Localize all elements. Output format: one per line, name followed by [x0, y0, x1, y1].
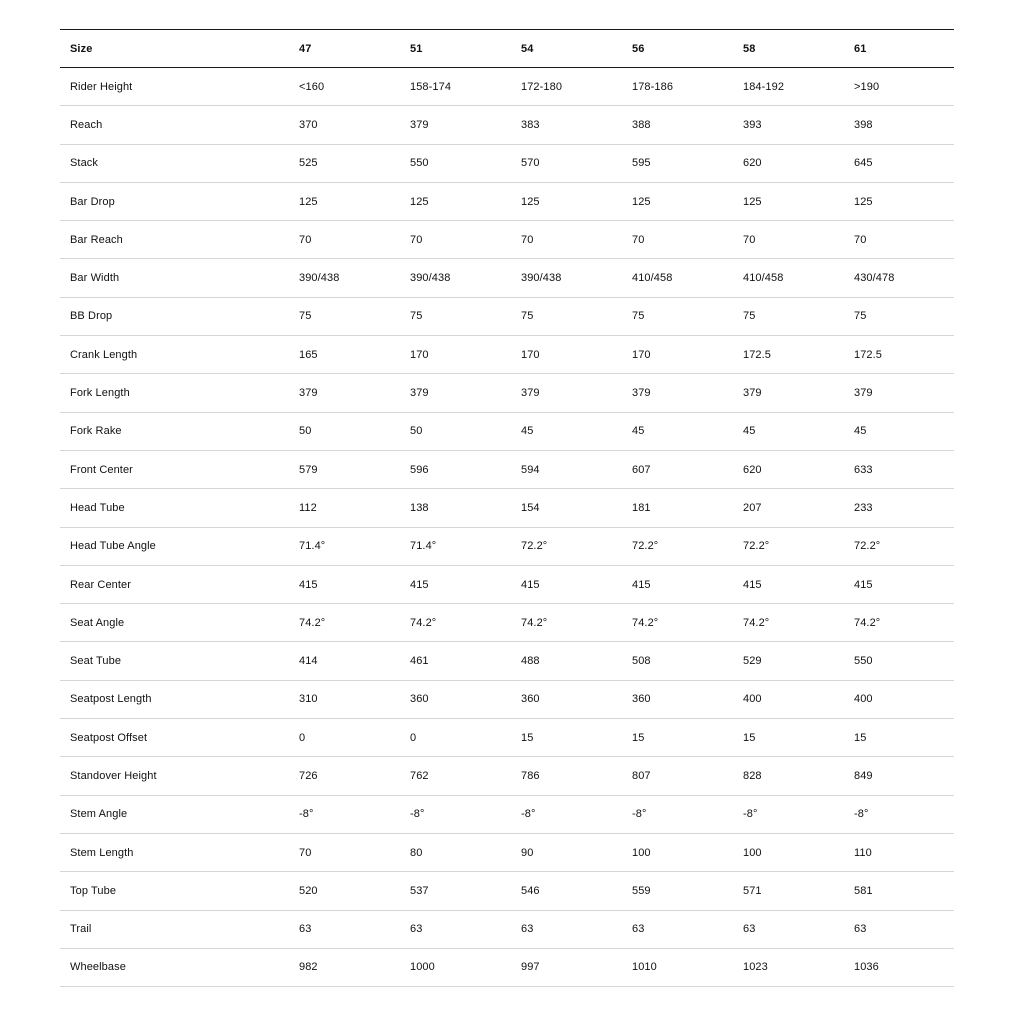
row-label: BB Drop [70, 310, 113, 323]
row-label: Stem Length [70, 846, 134, 859]
table-cell: 80 [410, 846, 423, 859]
table-cell: -8° [299, 808, 314, 821]
table-cell: 508 [632, 655, 651, 668]
table-cell: 0 [410, 731, 417, 744]
table-cell: 379 [854, 387, 873, 400]
table-cell: 360 [521, 693, 540, 706]
row-label: Head Tube [70, 501, 125, 514]
table-cell: 75 [743, 310, 756, 323]
table-cell: 75 [854, 310, 867, 323]
table-cell: 125 [743, 195, 762, 208]
table-cell: 154 [521, 501, 540, 514]
table-cell: 178-186 [632, 80, 674, 93]
table-cell: 807 [632, 769, 651, 782]
table-cell: 158-174 [410, 80, 452, 93]
table-cell: 45 [743, 425, 756, 438]
table-cell: 461 [410, 655, 429, 668]
table-cell: 233 [854, 501, 873, 514]
table-row [60, 489, 954, 527]
row-label: Rear Center [70, 578, 132, 591]
table-cell: 184-192 [743, 80, 785, 93]
row-label: Bar Drop [70, 195, 115, 208]
table-cell: 74.2° [410, 616, 437, 629]
table-cell: 360 [410, 693, 429, 706]
table-cell: 71.4° [410, 540, 437, 553]
table-cell: 633 [854, 463, 873, 476]
row-label: Seat Tube [70, 655, 122, 668]
table-cell: 72.2° [632, 540, 659, 553]
table-cell: 70 [632, 233, 645, 246]
table-cell: 63 [854, 923, 867, 936]
table-cell: 45 [632, 425, 645, 438]
table-row [60, 948, 954, 986]
table-cell: 579 [299, 463, 318, 476]
table-row [60, 872, 954, 910]
row-label: Wheelbase [70, 961, 126, 974]
table-cell: 400 [743, 693, 762, 706]
table-cell: 379 [521, 387, 540, 400]
table-cell: 71.4° [299, 540, 326, 553]
table-cell: 488 [521, 655, 540, 668]
geometry-table [60, 29, 954, 987]
table-cell: 410/458 [632, 272, 673, 285]
table-cell: 360 [632, 693, 651, 706]
table-row [60, 182, 954, 220]
table-cell: 607 [632, 463, 651, 476]
table-cell: 72.2° [854, 540, 881, 553]
table-cell: 430/478 [854, 272, 895, 285]
table-cell: 70 [854, 233, 867, 246]
row-label: Seatpost Length [70, 693, 152, 706]
geometry-table-body [60, 68, 954, 987]
table-cell: 63 [410, 923, 423, 936]
row-label: Head Tube Angle [70, 540, 156, 553]
header-size: 58 [743, 42, 756, 55]
table-cell: 550 [854, 655, 873, 668]
table-cell: 72.2° [743, 540, 770, 553]
table-cell: 165 [299, 348, 318, 361]
table-cell: >190 [854, 80, 880, 93]
table-cell: 75 [632, 310, 645, 323]
table-cell: 70 [299, 233, 312, 246]
table-cell: 125 [521, 195, 540, 208]
header-size: 51 [410, 42, 423, 55]
table-row [60, 259, 954, 297]
table-cell: 70 [521, 233, 534, 246]
table-cell: 620 [743, 463, 762, 476]
table-cell: 762 [410, 769, 429, 782]
row-label: Stem Angle [70, 808, 128, 821]
table-cell: 390/438 [410, 272, 451, 285]
table-cell: 415 [410, 578, 429, 591]
row-label: Bar Reach [70, 233, 123, 246]
table-cell: 15 [743, 731, 756, 744]
table-cell: 75 [410, 310, 423, 323]
table-cell: 70 [410, 233, 423, 246]
table-row [60, 565, 954, 603]
table-row [60, 144, 954, 182]
table-cell: 537 [410, 884, 429, 897]
table-cell: 50 [410, 425, 423, 438]
table-cell: 63 [632, 923, 645, 936]
table-cell: 74.2° [632, 616, 659, 629]
table-cell: 1000 [410, 961, 435, 974]
row-label: Rider Height [70, 80, 133, 93]
table-cell: 63 [299, 923, 312, 936]
table-cell: 74.2° [743, 616, 770, 629]
table-row [60, 106, 954, 144]
table-cell: 410/458 [743, 272, 784, 285]
table-cell: -8° [743, 808, 758, 821]
table-cell: 112 [299, 501, 317, 514]
table-cell: <160 [299, 80, 325, 93]
geometry-table-header [60, 30, 954, 68]
table-cell: 550 [410, 157, 429, 170]
table-cell: 379 [410, 118, 429, 131]
table-cell: 74.2° [299, 616, 326, 629]
table-cell: 400 [854, 693, 873, 706]
row-label: Stack [70, 157, 99, 170]
table-cell: 125 [854, 195, 873, 208]
table-cell: 415 [854, 578, 873, 591]
row-label: Seat Angle [70, 616, 125, 629]
table-cell: 1023 [743, 961, 768, 974]
table-cell: 172-180 [521, 80, 563, 93]
table-cell: 72.2° [521, 540, 548, 553]
table-cell: 570 [521, 157, 540, 170]
header-size: 56 [632, 42, 645, 55]
table-cell: 415 [299, 578, 318, 591]
table-cell: 415 [743, 578, 762, 591]
table-cell: 620 [743, 157, 762, 170]
table-cell: 138 [410, 501, 429, 514]
table-cell: 379 [299, 387, 318, 400]
table-cell: 172.5 [743, 348, 772, 361]
table-row [60, 68, 954, 106]
table-cell: 390/438 [299, 272, 340, 285]
row-label: Front Center [70, 463, 133, 476]
row-label: Reach [70, 118, 103, 131]
table-cell: 170 [410, 348, 429, 361]
table-cell: 75 [521, 310, 534, 323]
table-row [60, 412, 954, 450]
table-row [60, 336, 954, 374]
table-cell: 849 [854, 769, 873, 782]
table-cell: 170 [521, 348, 540, 361]
table-cell: 70 [743, 233, 756, 246]
table-row [60, 527, 954, 565]
row-label: Bar Width [70, 272, 120, 285]
table-cell: 383 [521, 118, 540, 131]
table-cell: -8° [854, 808, 869, 821]
table-cell: 70 [299, 846, 312, 859]
header-size: 61 [854, 42, 867, 55]
table-cell: 786 [521, 769, 540, 782]
table-cell: 74.2° [854, 616, 881, 629]
table-row [60, 680, 954, 718]
row-label: Fork Length [70, 387, 130, 400]
table-cell: 181 [632, 501, 651, 514]
table-row [60, 297, 954, 335]
table-cell: 559 [632, 884, 651, 897]
table-cell: 45 [521, 425, 534, 438]
row-label: Seatpost Offset [70, 731, 148, 744]
table-cell: 398 [854, 118, 873, 131]
table-cell: 390/438 [521, 272, 562, 285]
table-row [60, 221, 954, 259]
table-cell: 63 [521, 923, 534, 936]
row-label: Top Tube [70, 884, 117, 897]
table-cell: 170 [632, 348, 651, 361]
table-row [60, 910, 954, 948]
table-cell: 645 [854, 157, 873, 170]
table-cell: 379 [632, 387, 651, 400]
table-cell: 310 [299, 693, 318, 706]
table-cell: 596 [410, 463, 429, 476]
table-cell: 74.2° [521, 616, 548, 629]
table-row [60, 642, 954, 680]
table-cell: 571 [743, 884, 762, 897]
table-cell: 529 [743, 655, 762, 668]
table-cell: 828 [743, 769, 762, 782]
table-cell: 100 [743, 846, 762, 859]
table-cell: 520 [299, 884, 318, 897]
table-cell: 90 [521, 846, 534, 859]
row-label: Trail [70, 923, 92, 936]
row-label: Crank Length [70, 348, 138, 361]
row-label: Fork Rake [70, 425, 122, 438]
table-cell: 75 [299, 310, 312, 323]
table-cell: 125 [632, 195, 651, 208]
table-cell: 1010 [632, 961, 657, 974]
table-cell: 379 [743, 387, 762, 400]
table-cell: 110 [854, 846, 872, 859]
table-cell: 525 [299, 157, 318, 170]
table-row [60, 719, 954, 757]
table-cell: 726 [299, 769, 318, 782]
table-cell: 0 [299, 731, 306, 744]
table-cell: 207 [743, 501, 762, 514]
table-cell: 379 [410, 387, 429, 400]
table-row [60, 604, 954, 642]
header-size: 54 [521, 42, 534, 55]
table-cell: -8° [632, 808, 647, 821]
table-cell: 546 [521, 884, 540, 897]
table-cell: 414 [299, 655, 318, 668]
table-cell: 15 [632, 731, 645, 744]
table-cell: 581 [854, 884, 873, 897]
table-cell: 594 [521, 463, 540, 476]
table-cell: 100 [632, 846, 651, 859]
table-cell: 50 [299, 425, 312, 438]
table-cell: 982 [299, 961, 318, 974]
table-cell: 125 [410, 195, 429, 208]
table-row [60, 374, 954, 412]
table-cell: 997 [521, 961, 540, 974]
table-cell: 370 [299, 118, 318, 131]
table-cell: 172.5 [854, 348, 883, 361]
table-row [60, 795, 954, 833]
header-label: Size [70, 42, 93, 55]
table-cell: -8° [521, 808, 536, 821]
table-cell: 45 [854, 425, 867, 438]
table-cell: 15 [521, 731, 534, 744]
table-row [60, 757, 954, 795]
header-size: 47 [299, 42, 312, 55]
table-cell: 125 [299, 195, 318, 208]
table-cell: 415 [632, 578, 651, 591]
table-cell: 15 [854, 731, 867, 744]
header-row [60, 30, 954, 68]
table-cell: 63 [743, 923, 756, 936]
table-row [60, 450, 954, 488]
table-cell: -8° [410, 808, 425, 821]
table-row [60, 833, 954, 871]
table-cell: 595 [632, 157, 651, 170]
table-cell: 1036 [854, 961, 879, 974]
table-cell: 388 [632, 118, 651, 131]
row-label: Standover Height [70, 769, 157, 782]
table-cell: 393 [743, 118, 762, 131]
table-cell: 415 [521, 578, 540, 591]
